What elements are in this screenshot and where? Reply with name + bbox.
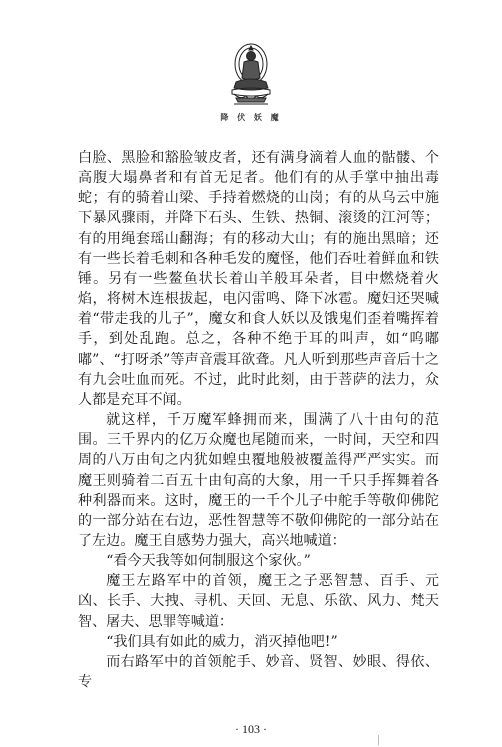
seated-buddha-icon <box>226 42 276 108</box>
chapter-header <box>0 42 502 123</box>
quote-paragraph: “我们具有如此的威力，消灭掉他吧!” <box>106 633 338 650</box>
chapter-caption: 降 伏 妖 魔 <box>220 113 282 122</box>
page-number: · 103 · <box>235 722 267 736</box>
paragraph: 魔王左路军中的首领，魔王之子恶智慧、百手、元凶、长手、大拽、寻机、天回、无息、乐欲、风力、梵天智、屠夫、思罪等喊道： <box>78 573 439 630</box>
quote-paragraph: “看今天我等如何制服这个家伙。” <box>106 553 311 570</box>
paragraph: 就这样，千万魔军蜂拥而来，围满了八十由句的范围。三千界内的亿万众魔也尾随而来，一时间，天空和四周的八万由旬之内犹如蝗虫覆地般被覆盖得严严实实。而魔王则骑着二百五十由旬高的大象，用一千只手挥舞着各种利器而来。这时，魔王的一千个儿子中舵手等敬仰佛陀的一部分站在右边，恶性智慧等不敬仰佛陀的一部分站在了左边。魔王自感势力强大，高兴地喊道： <box>78 412 439 549</box>
body-text <box>78 148 439 692</box>
paragraph: 白脸、黑脸和豁脸皱皮者，还有满身滴着人血的骷髅、个高腹大塌鼻者和有首无足者。他们有的从手掌中抽出毒蛇；有的骑着山梁、手持着燃烧的山岗；有的从乌云中施下暴风骤雨，并降下石头、生铁、热铜、滚烫的江河等；有的用绳套瑶山翻海；有的移动大山；有的施出黑暗；还有一些长着毛刺和各种毛发的魔怪，他们吞吐着鲜血和铁锤。另有一些鳌鱼状长着山羊般耳朵者，目中燃烧着火焰，将树木连根拔起，电闪雷鸣、降下冰雹。魔妇还哭喊着“带走我的儿子”，魔女和食人妖以及饿鬼们歪着嘴挥着手，到处乱跑。总之，各种不绝于耳的叫声，如“呜嘟嘟”、“打呀杀”等声音震耳欲聋。凡人听到那些声音后十之有九会吐血而死。不过，此时此刻，由于菩萨的法力，众人都是充耳不闻。 <box>78 150 439 408</box>
scan-edge-mark <box>378 735 379 745</box>
paragraph: 而右路军中的首领舵手、妙音、贤智、妙眼、得依、专 <box>78 653 439 691</box>
